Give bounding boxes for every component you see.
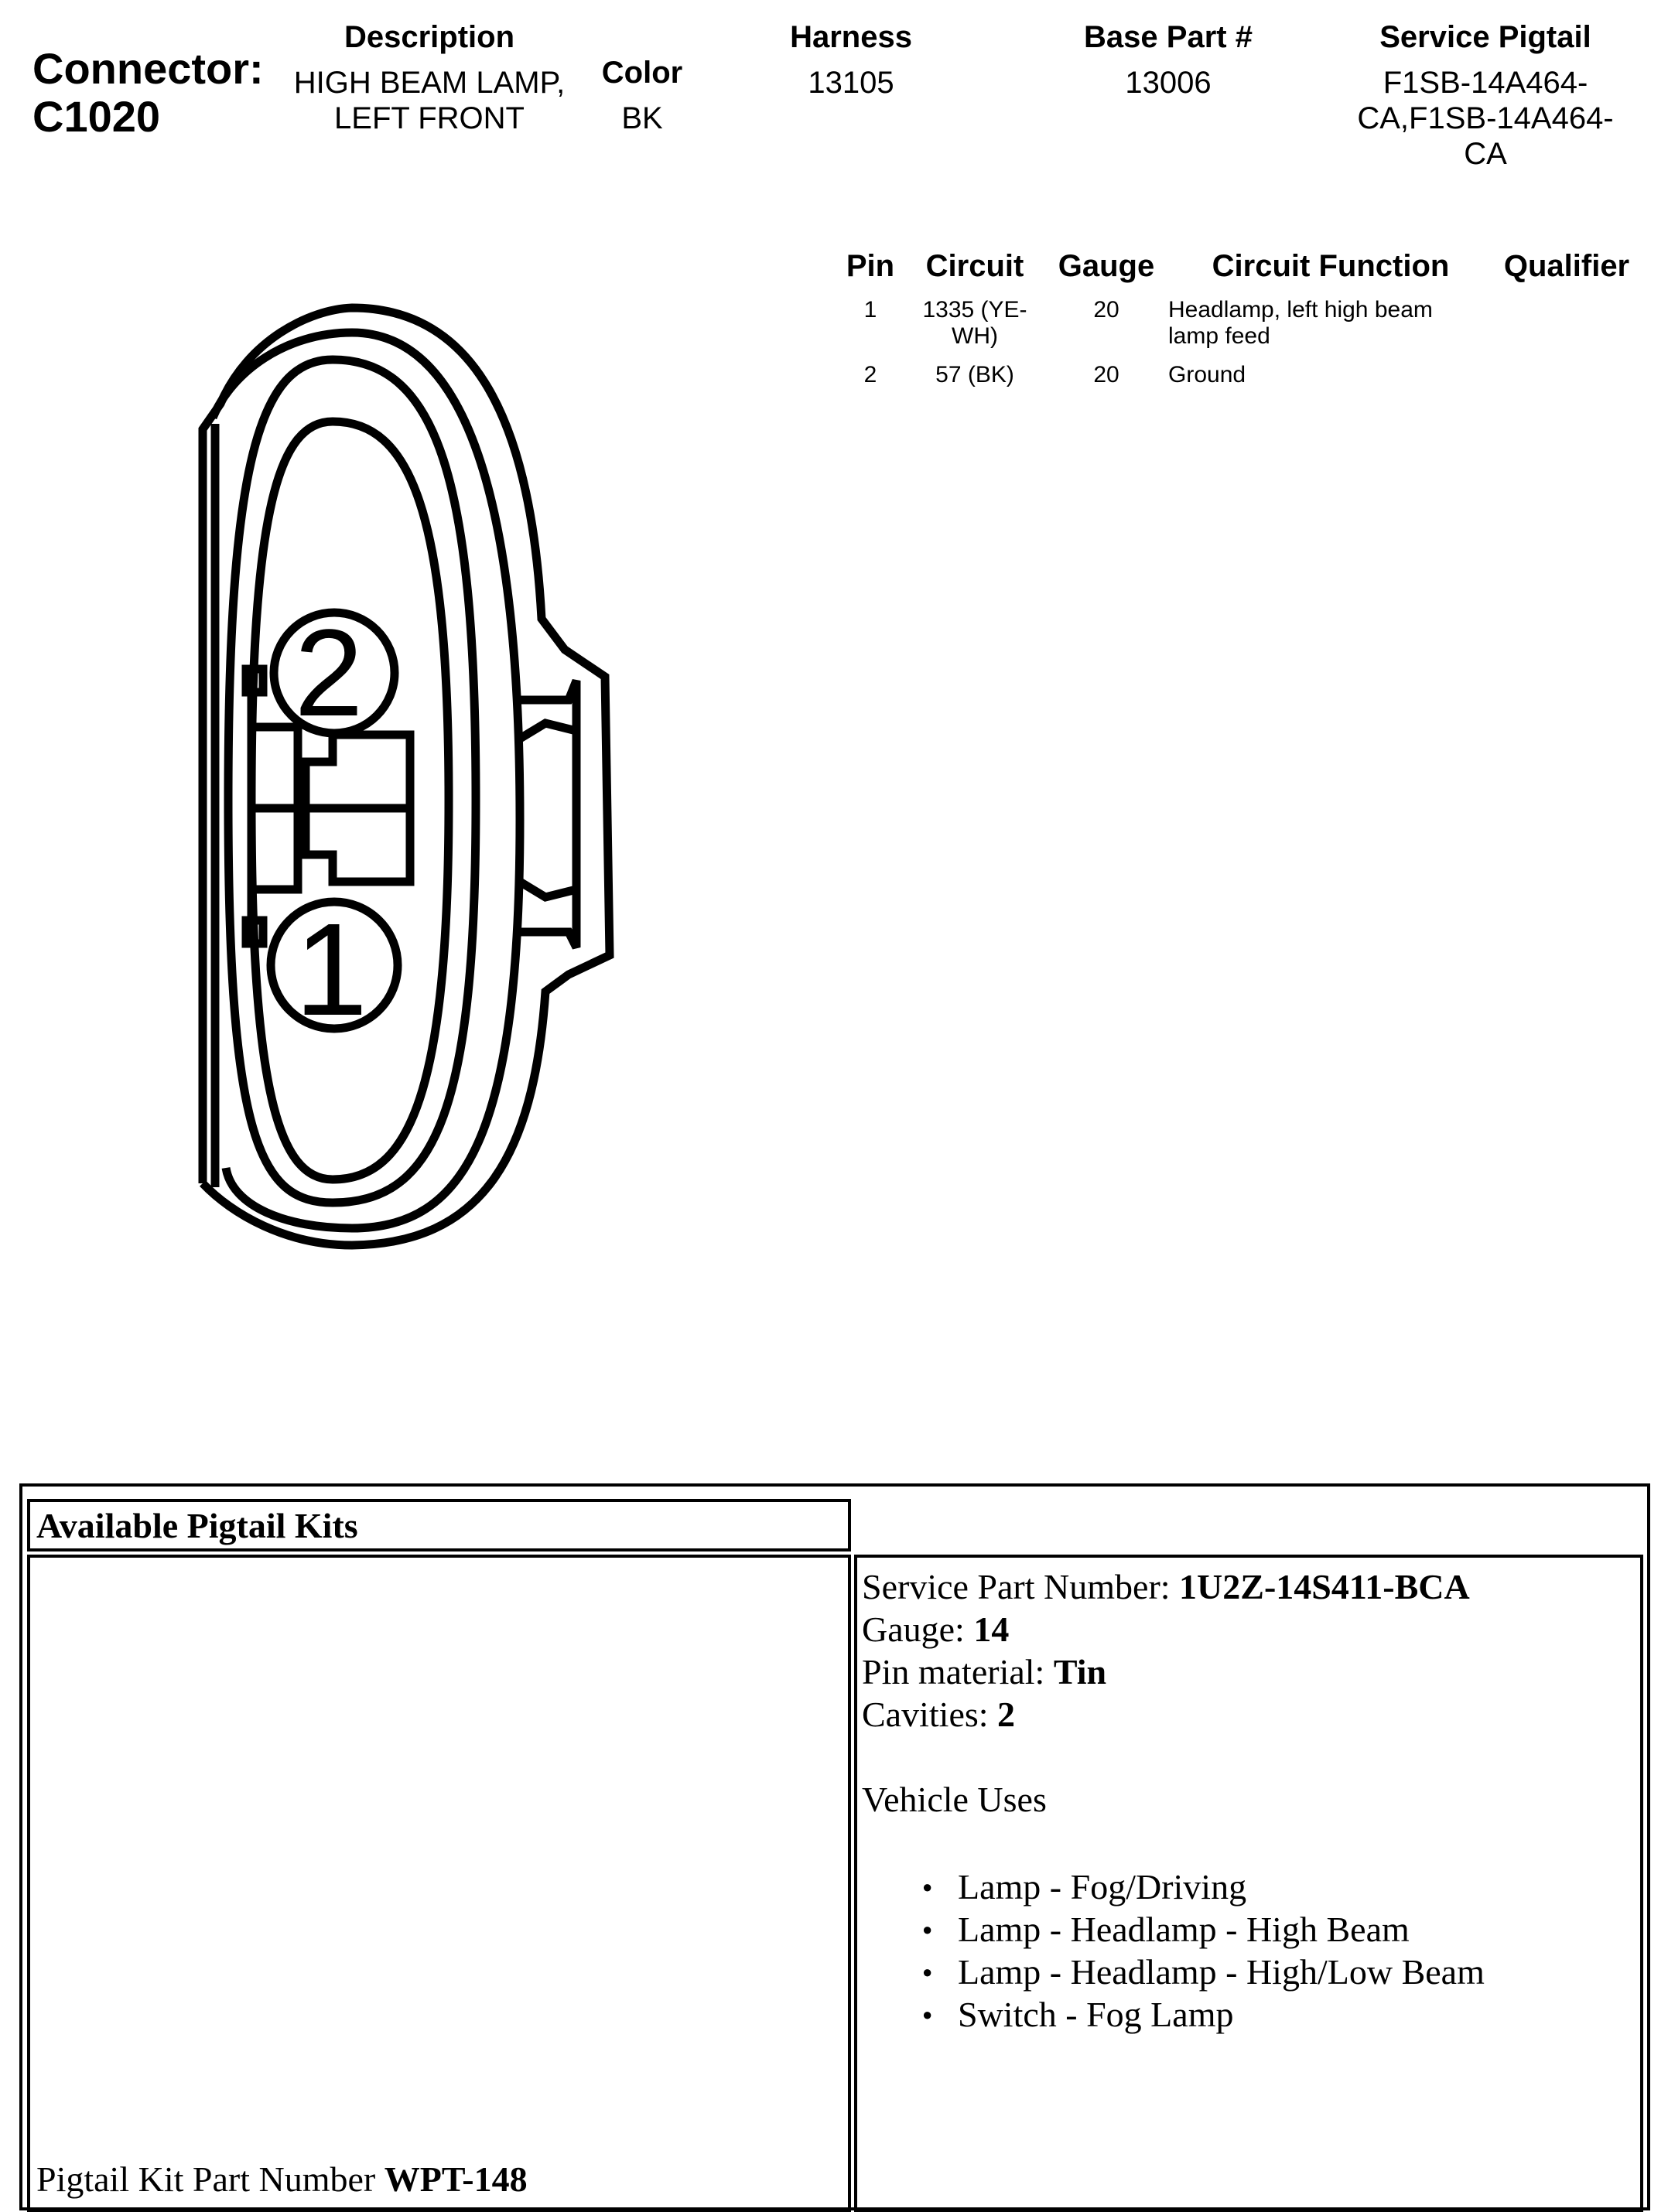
description-header: Description <box>344 20 515 54</box>
circuit-cell-line2: WH) <box>952 323 998 349</box>
service-pigtail-line2: CA,F1SB-14A464- <box>1357 101 1614 135</box>
vehicle-uses-list <box>862 1866 1636 2036</box>
connector-inner-outline <box>251 422 449 1179</box>
gauge-value: 14 <box>973 1610 1010 1649</box>
list-item: ● Lamp - Headlamp - High/Low Beam <box>862 1951 1636 1993</box>
description-line1: HIGH BEAM LAMP, <box>293 66 566 100</box>
connector-id: C1020 <box>32 92 161 141</box>
pin-material-value: Tin <box>1053 1652 1107 1691</box>
pin-material-row <box>862 1650 1636 1693</box>
function-cell-line2: lamp feed <box>1168 323 1270 349</box>
gauge-cell: 20 <box>1093 362 1119 387</box>
gauge-col-header: Gauge <box>1058 249 1155 283</box>
cavities-label: Cavities: <box>862 1695 998 1734</box>
pin-cell: 2 <box>863 362 877 387</box>
kit-details <box>862 1565 1636 2036</box>
description-line2: LEFT FRONT <box>334 101 525 135</box>
pigtail-kit-image-cell <box>27 1555 851 2212</box>
color-value: BK <box>621 101 663 135</box>
service-part-label: Service Part Number: <box>862 1567 1180 1606</box>
gauge-cell: 20 <box>1093 297 1119 323</box>
service-pigtail-line3: CA <box>1464 137 1507 171</box>
kit-part-value: WPT-148 <box>384 2159 528 2199</box>
base-part-value: 13006 <box>1125 66 1212 100</box>
pin-col-header: Pin <box>846 249 895 283</box>
circuit-cell-line1: 1335 (YE- <box>922 297 1027 323</box>
function-col-header: Circuit Function <box>1212 249 1450 283</box>
pigtail-kits-title-box <box>27 1499 851 1551</box>
circuit-cell <box>905 297 1044 350</box>
connector-label: Connector: <box>32 44 264 93</box>
harness-value: 13105 <box>808 66 894 100</box>
pigtail-kit-details-cell <box>854 1555 1643 2212</box>
left-tab <box>251 665 298 947</box>
service-pigtail-value <box>1315 65 1656 172</box>
gauge-label: Gauge: <box>862 1610 974 1649</box>
list-item: ● Lamp - Headlamp - High Beam <box>862 1908 1636 1951</box>
service-pigtail-line1: F1SB-14A464- <box>1383 66 1588 100</box>
latch-rail-inner <box>520 723 576 897</box>
cavities-value: 2 <box>997 1695 1016 1734</box>
pin-material-label: Pin material: <box>862 1652 1054 1691</box>
harness-header: Harness <box>790 20 912 54</box>
pin-2-number: 2 <box>294 603 364 742</box>
circuit-cell: 57 (BK) <box>935 362 1014 387</box>
kit-part-label: Pigtail Kit Part Number <box>36 2159 385 2199</box>
service-part-number-row <box>862 1565 1636 1608</box>
cavities-row <box>862 1693 1636 1736</box>
function-cell: Ground <box>1168 362 1246 387</box>
connector-face-diagram <box>0 0 696 1315</box>
circuit-col-header: Circuit <box>925 249 1024 283</box>
service-pigtail-header: Service Pigtail <box>1379 20 1591 54</box>
list-item: ● Lamp - Fog/Driving <box>862 1866 1636 1908</box>
function-cell <box>1168 297 1478 350</box>
pin-1-number: 1 <box>294 896 368 1043</box>
vehicle-uses-heading: Vehicle Uses <box>862 1780 1047 1819</box>
pigtail-kits-title: Available Pigtail Kits <box>36 1506 358 1545</box>
pin-cell: 1 <box>863 297 877 323</box>
base-part-header: Base Part # <box>1084 20 1253 54</box>
qualifier-col-header: Qualifier <box>1503 249 1630 283</box>
list-item: ● Switch - Fog Lamp <box>862 1993 1636 2036</box>
function-cell-line1: Headlamp, left high beam <box>1168 297 1433 323</box>
kit-part-number <box>36 2159 528 2200</box>
color-header: Color <box>601 56 683 90</box>
gauge-row <box>862 1608 1636 1650</box>
service-part-value: 1U2Z-14S411-BCA <box>1179 1567 1470 1606</box>
